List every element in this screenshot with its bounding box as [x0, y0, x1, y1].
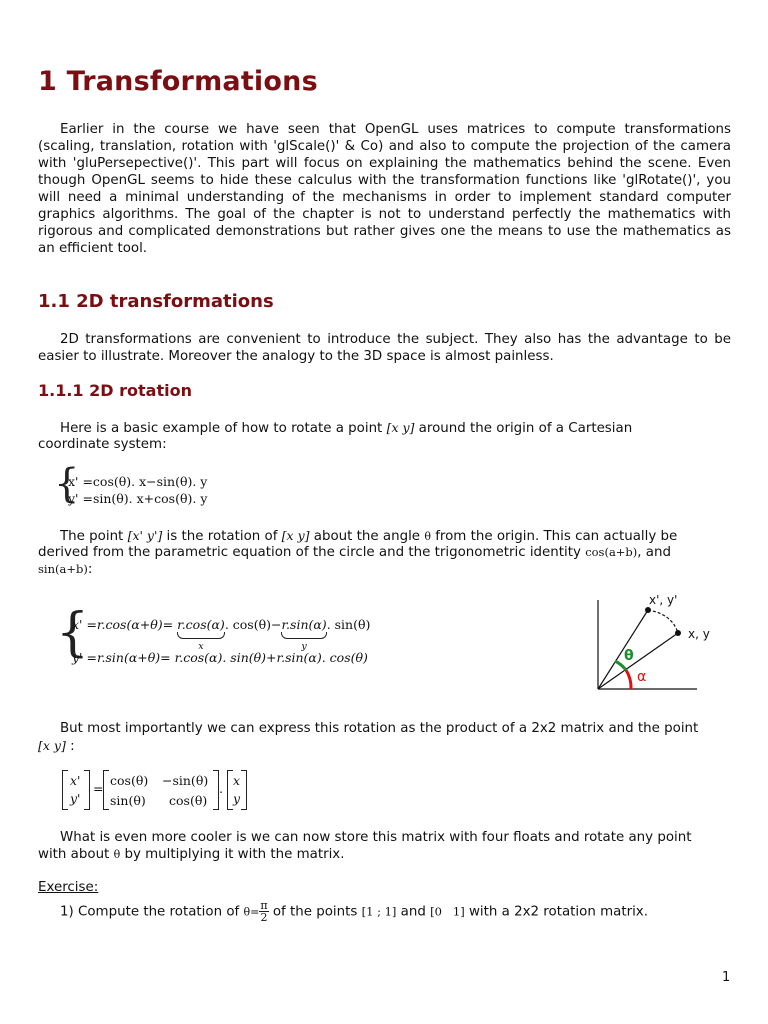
underbrace-rcos	[177, 616, 225, 652]
matrix-m12: −sin(θ)	[162, 773, 209, 788]
matrix-dot: .	[219, 781, 223, 796]
lhs-bracket-left	[62, 770, 68, 810]
rotation-intro-line1	[60, 419, 731, 437]
point-xy-math-3: [x y]	[38, 738, 66, 753]
derivation-text-g: :	[87, 562, 93, 577]
system-eq-line2: y' =sin(θ). x+cos(θ). y	[68, 491, 208, 506]
theta-label: θ	[624, 648, 634, 664]
label-point-xy: x, y	[688, 627, 710, 641]
theta-symbol-2: θ	[113, 848, 121, 861]
exercise-point-1: [1 ; 1]	[361, 904, 397, 919]
matrix-equals: =	[93, 781, 104, 796]
point-xy-math: [x y]	[386, 420, 415, 435]
derivation-text-b: is the rotation of	[162, 529, 282, 544]
exercise-item-1	[60, 900, 648, 924]
alpha-label: α	[637, 669, 647, 685]
expanded-eq-end: . sin(θ)	[326, 617, 371, 632]
pi-over-two	[259, 900, 268, 923]
matrix-m21: sin(θ)	[110, 793, 146, 808]
matrix-paragraph-colon: :	[65, 739, 75, 754]
derivation-text-e: derived from the parametric equation of the circle and the trigonometric identity	[38, 545, 586, 560]
term-rsin: r.sin(α)	[281, 617, 327, 632]
derivation-text-c: about the angle	[309, 529, 425, 544]
exercise-text-b: of the points	[268, 904, 362, 920]
point-rotated-dot	[645, 607, 651, 613]
alpha-arc	[626, 670, 631, 689]
rotation-intro-text-b: around the origin of a Cartesian	[414, 421, 633, 436]
matrix-m11: cos(θ)	[110, 773, 149, 788]
rhs-bracket-right	[241, 770, 247, 810]
rotation-intro-line2: coordinate system:	[38, 437, 167, 452]
derivation-text-a: The point	[60, 529, 128, 544]
exercise-text-a: 1) Compute the rotation of	[60, 904, 244, 920]
exercise-theta-eq: θ=	[243, 905, 260, 919]
expanded-eq-lhs: x' =r.cos(α+θ)=	[72, 617, 178, 632]
rotation-diagram	[586, 590, 716, 696]
rhs-y: y	[233, 791, 241, 806]
underbrace-label-x: x	[198, 641, 204, 652]
chapter-heading: 1 Transformations	[38, 66, 318, 97]
rot-bracket-left	[103, 770, 109, 810]
identity-cos-math: cos(a+b)	[585, 545, 638, 559]
identity-sin-math: sin(a+b)	[38, 562, 88, 576]
exercise-title: Exercise:	[38, 880, 99, 895]
frac-numerator: π	[260, 899, 268, 912]
subsection-heading: 1.1.1 2D rotation	[38, 381, 192, 400]
lhs-x-prime: x'	[70, 773, 81, 788]
rotation-arc-dashed	[648, 610, 678, 633]
derivation-line2	[38, 544, 671, 561]
store-text-a: with about	[38, 847, 114, 862]
expanded-eq-line2: y' =r.sin(α+θ)= r.cos(α). sin(θ)+r.sin(α). cos(θ)	[72, 650, 368, 665]
system-eq-line1: x' =cos(θ). x−sin(θ). y	[68, 474, 208, 489]
expanded-brace: {	[56, 603, 90, 663]
section-paragraph: 2D transformations are convenient to introduce the subject. They also has the advantage to be easier to illustrate. Moreover the analogy to the 3D space is almost painless.	[38, 332, 731, 364]
section-heading: 1.1 2D transformations	[38, 291, 274, 312]
lhs-y-prime: y'	[70, 791, 81, 806]
label-rotated-point: x', y'	[649, 593, 678, 607]
expanded-eq-mid: . cos(θ)−	[224, 617, 282, 632]
derivation-text-f: , and	[637, 545, 671, 560]
underbrace-label-y: y	[301, 641, 307, 652]
matrix-paragraph-line1: But most importantly we can express this rotation as the product of a 2x2 matrix and the point	[60, 721, 699, 736]
store-paragraph-line1: What is even more cooler is we can now store this matrix with four floats and rotate any point	[60, 830, 692, 845]
exercise-point-2: [0 1]	[430, 904, 465, 919]
point-xy-dot	[675, 630, 681, 636]
lhs-bracket-right	[84, 770, 90, 810]
store-paragraph-line2	[38, 846, 345, 863]
expanded-eq-line1	[72, 616, 371, 652]
derivation-line3	[38, 561, 92, 578]
exercise-text-d: with a 2x2 rotation matrix.	[464, 904, 648, 920]
rhs-x: x	[233, 773, 241, 788]
system-brace: {	[54, 461, 80, 507]
matrix-paragraph-line2	[38, 737, 75, 755]
exercise-text-c: and	[396, 904, 431, 920]
page-number: 1	[722, 970, 731, 985]
underbrace-rsin	[281, 616, 327, 652]
rotation-intro-text-a: Here is a basic example of how to rotate a point	[60, 421, 387, 436]
intro-paragraph: Earlier in the course we have seen that OpenGL uses matrices to compute transformations (scaling, translation, rotation with 'glScale()' & Co) and also to compute the projection of the camera with 'gluPersepective()'. This part will focus on explaining the mathematics behind the scene. Even though OpenGL seems to hide these calculus with the transformation functions like 'glRotate()', you will need a minimal understanding of the mechanisms in order to implement standard computer graphics algorithms. The goal of the chapter is not to understand perfectly the mathematics with rigorous and complicated demonstrations but rather gives one the means to use the mathematics as an efficient tool.	[38, 122, 731, 256]
point-prime-math: [x' y']	[127, 528, 163, 543]
theta-symbol: θ	[424, 530, 431, 543]
matrix-m22: cos(θ)	[169, 793, 208, 808]
derivation-line1	[60, 527, 677, 545]
store-text-b: by multiplying it with the matrix.	[120, 847, 345, 862]
frac-denominator: 2	[260, 911, 268, 924]
term-rcos: r.cos(α)	[177, 617, 225, 632]
derivation-text-d: from the origin. This can actually be	[430, 529, 678, 544]
point-xy-math-2: [x y]	[281, 528, 310, 543]
